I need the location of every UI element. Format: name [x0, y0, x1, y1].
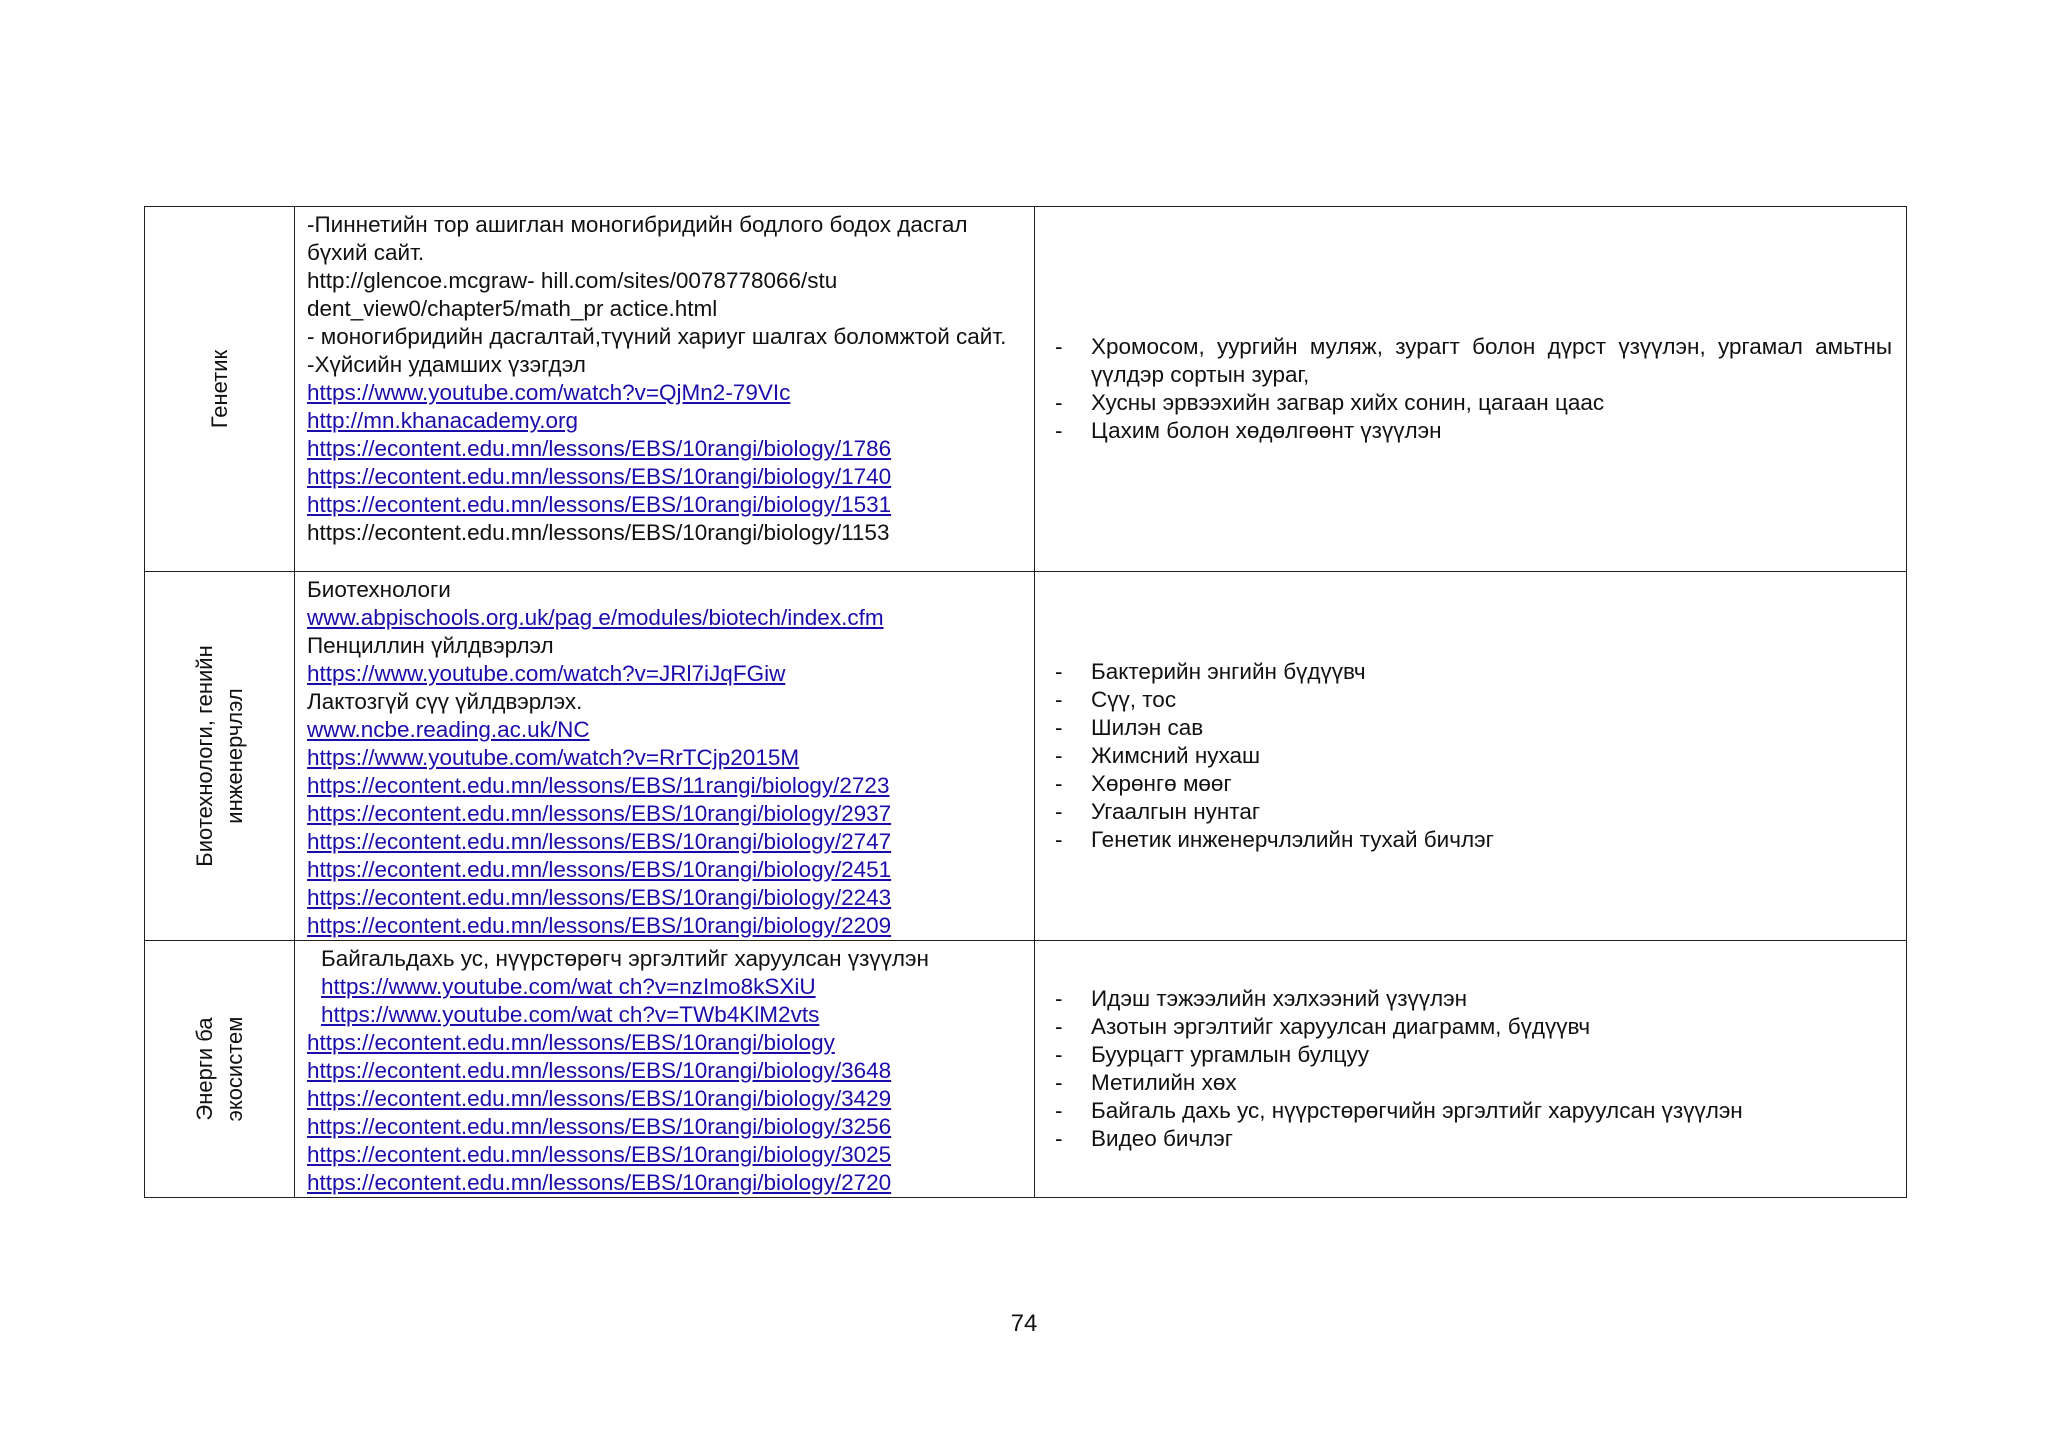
table-row [145, 207, 1907, 572]
resource-link[interactable]: https://econtent.edu.mn/lessons/EBS/10rangi/biology/2209 [307, 913, 892, 938]
resource-link[interactable]: https://econtent.edu.mn/lessons/EBS/10rangi/biology/2937 [307, 801, 892, 826]
resource-text: Байгальдахь ус, нүүрстөрөгч эргэлтийг харуулсан үзүүлэн [321, 946, 929, 971]
list-item: - Видео бичлэг [1055, 1126, 1233, 1151]
materials-cell [1035, 572, 1907, 941]
list-item: - Шилэн сав [1055, 715, 1204, 740]
resource-link[interactable]: https://econtent.edu.mn/lessons/EBS/10rangi/biology/3429 [307, 1086, 892, 1111]
list-item: - Генетик инженерчлэлийн тухай бичлэг [1055, 827, 1494, 852]
resources-cell [295, 207, 1035, 572]
resource-link[interactable]: https://econtent.edu.mn/lessons/EBS/10rangi/biology/1531 [307, 492, 892, 517]
resource-text: Пенциллин үйлдвэрлэл [307, 633, 554, 658]
resource-link[interactable]: https://econtent.edu.mn/lessons/EBS/10rangi/biology/1786 [307, 436, 892, 461]
resource-link[interactable]: https://econtent.edu.mn/lessons/EBS/10rangi/biology/2451 [307, 857, 892, 882]
table-row [145, 572, 1907, 941]
topic-label: Энерги ба экосистем [191, 1016, 247, 1122]
list-item: - Идэш тэжээлийн хэлхээний үзүүлэн [1055, 986, 1468, 1011]
resource-link[interactable]: https://econtent.edu.mn/lessons/EBS/10rangi/biology/3648 [307, 1058, 892, 1083]
list-item: - Угаалгын нунтаг [1055, 799, 1261, 824]
resources-cell [295, 572, 1035, 941]
resource-link[interactable]: https://www.youtube.com/watch?v=JRl7iJqFGiw [307, 661, 786, 686]
resource-text: https://econtent.edu.mn/lessons/EBS/10rangi/biology/1153 [307, 520, 890, 545]
topic-cell [145, 207, 295, 572]
topic-label: Биотехнологи, генийн инженерчлэл [191, 645, 247, 867]
resource-text: Биотехнологи [307, 577, 451, 602]
list-item: - Хусны эрвээхийн загвар хийх сонин, цагаан цаас [1055, 390, 1605, 415]
list-item: - Метилийн хөх [1055, 1070, 1237, 1095]
resource-link[interactable]: https://www.youtube.com/watch?v=QjMn2-79VIc [307, 380, 791, 405]
list-item: - Буурцагт ургамлын булцуу [1055, 1042, 1370, 1067]
materials-cell [1035, 941, 1907, 1198]
resource-link[interactable]: https://econtent.edu.mn/lessons/EBS/10rangi/biology/2720 [307, 1170, 892, 1195]
resource-text: -Пиннетийн тор ашиглан моногибридийн бодлого бодох дасгал бүхий сайт. [307, 212, 968, 265]
resource-text: http://glencoe.mcgraw- hill.com/sites/0078778066/stu dent_view0/chapter5/math_pr actice.html [307, 268, 838, 321]
resource-table [144, 206, 1907, 1198]
resource-link[interactable]: https://econtent.edu.mn/lessons/EBS/10rangi/biology/1740 [307, 464, 892, 489]
resource-text: -Хүйсийн удамших үзэгдэл [307, 352, 586, 377]
resource-text: - моногибридийн дасгалтай,түүний хариуг шалгах боломжтой сайт. [307, 324, 1007, 349]
list-item: - Цахим болон хөдөлгөөнт үзүүлэн [1055, 418, 1442, 443]
resource-link[interactable]: https://econtent.edu.mn/lessons/EBS/10rangi/biology [307, 1030, 835, 1055]
list-item: - Бактерийн энгийн бүдүүвч [1055, 659, 1366, 684]
topic-cell [145, 941, 295, 1198]
page-number: 74 [1010, 1310, 1038, 1337]
list-item: - Жимсний нухаш [1055, 743, 1261, 768]
list-item: - Хөрөнгө мөөг [1055, 771, 1232, 796]
list-item: - Сүү, тос [1055, 687, 1177, 712]
resource-link[interactable]: https://www.youtube.com/wat ch?v=nzImo8kSXiU [321, 974, 816, 999]
resource-link[interactable]: http://mn.khanacademy.org [307, 408, 578, 433]
list-item: - Байгаль дахь ус, нүүрстөрөгчийн эргэлтийг харуулсан үзүүлэн [1055, 1098, 1743, 1123]
resource-link[interactable]: https://econtent.edu.mn/lessons/EBS/11rangi/biology/2723 [307, 773, 890, 798]
resource-link[interactable]: https://econtent.edu.mn/lessons/EBS/10rangi/biology/3256 [307, 1114, 892, 1139]
resource-link[interactable]: https://econtent.edu.mn/lessons/EBS/10rangi/biology/3025 [307, 1142, 892, 1167]
topic-label: Генетик [206, 349, 232, 429]
materials-list [1055, 333, 1892, 445]
resource-link[interactable]: https://www.youtube.com/watch?v=RrTCjp2015M [307, 745, 800, 770]
resources-cell [295, 941, 1035, 1198]
resource-link[interactable]: https://econtent.edu.mn/lessons/EBS/10rangi/biology/2243 [307, 885, 892, 910]
resource-link[interactable]: www.ncbe.reading.ac.uk/NC [307, 717, 590, 742]
topic-cell [145, 572, 295, 941]
table-row [145, 941, 1907, 1198]
resource-link[interactable]: https://econtent.edu.mn/lessons/EBS/10rangi/biology/2747 [307, 829, 892, 854]
materials-list [1055, 985, 1892, 1153]
resource-link[interactable]: www.abpischools.org.uk/pag e/modules/biotech/index.cfm [307, 605, 884, 630]
list-item: - Хромосом, уургийн муляж, зурагт болон дүрст үзүүлэн, ургамал амьтны үүлдэр сортын зураг, [1055, 334, 1892, 387]
materials-list [1055, 658, 1892, 854]
resource-text: Лактозгүй сүү үйлдвэрлэх. [307, 689, 583, 714]
list-item: - Азотын эргэлтийг харуулсан диаграмм, бүдүүвч [1055, 1014, 1591, 1039]
materials-cell [1035, 207, 1907, 572]
resource-link[interactable]: https://www.youtube.com/wat ch?v=TWb4KlM2vts [321, 1002, 820, 1027]
